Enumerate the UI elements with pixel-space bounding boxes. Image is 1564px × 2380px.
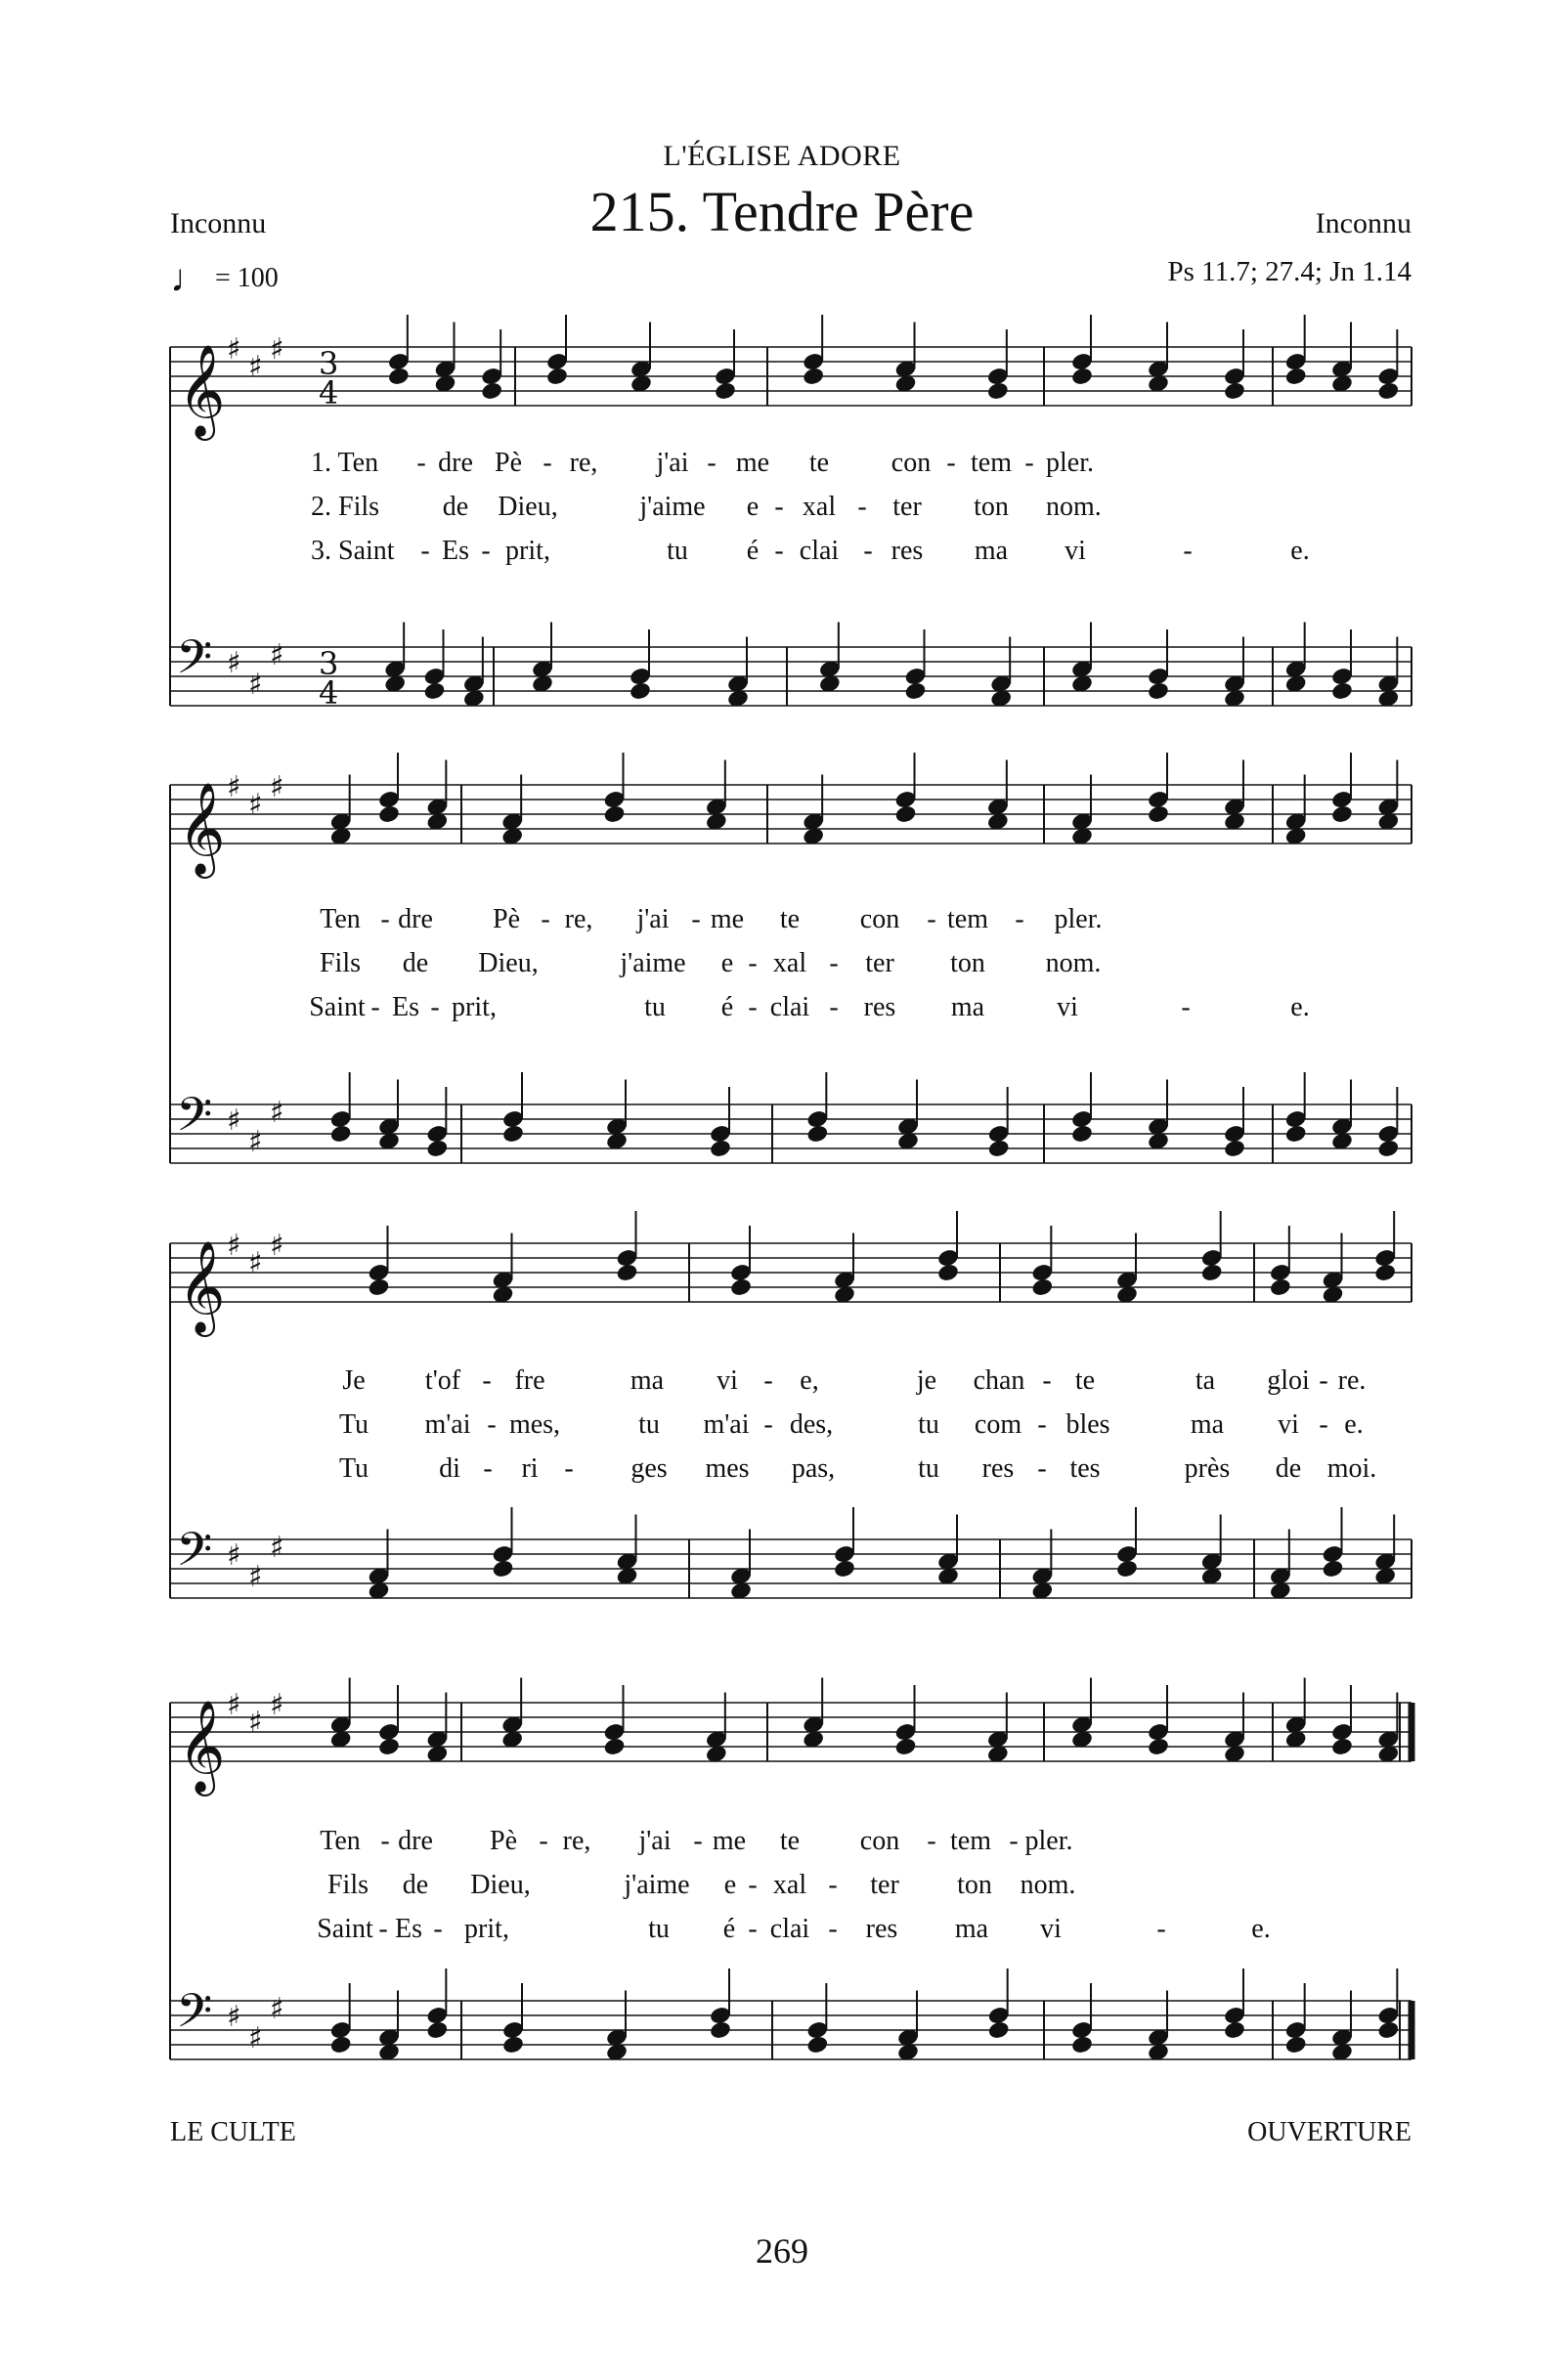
note-head: [1284, 1124, 1308, 1145]
note-head: [1223, 1139, 1246, 1159]
note-head: [1322, 1559, 1345, 1579]
treble-clef-icon: 𝄞: [178, 1700, 226, 1793]
note-head: [1147, 681, 1170, 702]
sharp-icon: ♯: [227, 1688, 241, 1722]
note-head: [1030, 1277, 1054, 1298]
note-head: [492, 1559, 515, 1579]
bass-clef-icon: 𝄢: [176, 629, 213, 696]
note-head: [377, 804, 401, 825]
note-head: [1376, 1139, 1400, 1159]
note-head: [329, 2035, 353, 2055]
note-head: [894, 1737, 918, 1757]
note-head: [936, 1263, 960, 1283]
sharp-icon: ♯: [227, 2000, 241, 2034]
scripture-references: Ps 11.7; 27.4; Jn 1.14: [1167, 256, 1412, 287]
sharp-icon: ♯: [227, 1538, 241, 1573]
treble-clef-icon: 𝄞: [178, 782, 226, 875]
note-head: [894, 804, 918, 825]
note-head: [377, 1737, 401, 1757]
note-head: [1115, 1559, 1139, 1579]
note-head: [603, 1737, 627, 1757]
time-signature-numerator: 3: [319, 645, 339, 682]
note-head: [986, 381, 1010, 402]
sharp-icon: ♯: [227, 646, 241, 680]
note-head: [1223, 381, 1246, 402]
note-head: [729, 1277, 753, 1298]
note-head: [802, 367, 825, 387]
sharp-icon: ♯: [248, 1560, 263, 1594]
sharp-icon: ♯: [248, 350, 263, 384]
tempo-value: = 100: [215, 263, 279, 293]
note-head: [501, 1124, 525, 1145]
sharp-icon: ♯: [270, 1229, 284, 1263]
note-head: [987, 2020, 1011, 2041]
sharp-icon: ♯: [227, 332, 241, 367]
note-head: [329, 1124, 353, 1145]
bass-clef-icon: 𝄢: [176, 1087, 213, 1153]
footer-category: LE CULTE: [170, 2117, 296, 2147]
note-head: [1376, 381, 1400, 402]
note-head: [1284, 2035, 1308, 2055]
sharp-icon: ♯: [227, 770, 241, 804]
note-head: [987, 1139, 1011, 1159]
page-number: 269: [756, 2231, 808, 2271]
author-credit: Inconnu: [1315, 207, 1412, 239]
note-head: [616, 1263, 639, 1283]
treble-clef-icon: 𝄞: [178, 344, 226, 437]
sharp-icon: ♯: [248, 668, 263, 702]
bass-clef-icon: 𝄢: [176, 1983, 213, 2050]
note-head: [501, 2035, 525, 2055]
sharp-icon: ♯: [270, 332, 284, 367]
note-head: [480, 381, 503, 402]
note-head: [1376, 2020, 1400, 2041]
note-head: [1330, 804, 1354, 825]
note-head: [1330, 1737, 1354, 1757]
note-head: [1284, 367, 1308, 387]
footer-subcategory: OUVERTURE: [1247, 2117, 1412, 2147]
section-heading: L'ÉGLISE ADORE: [663, 140, 901, 172]
sharp-icon: ♯: [248, 2021, 263, 2055]
note-head: [833, 1559, 856, 1579]
note-head: [1147, 804, 1170, 825]
bass-clef-icon: 𝄢: [176, 1522, 213, 1588]
note-head: [368, 1277, 391, 1298]
hymn-title: 215. Tendre Père: [589, 180, 975, 243]
note-head: [1223, 2020, 1246, 2041]
note-head: [1200, 1263, 1224, 1283]
note-head: [1147, 1737, 1170, 1757]
composer-credit: Inconnu: [170, 207, 267, 239]
time-signature-denominator: 4: [319, 674, 339, 712]
sharp-icon: ♯: [248, 1706, 263, 1740]
sharp-icon: ♯: [248, 1246, 263, 1280]
note-head: [629, 681, 652, 702]
note-head: [1330, 681, 1354, 702]
sharp-icon: ♯: [270, 1992, 284, 2026]
note-head: [603, 804, 627, 825]
note-head: [425, 1139, 449, 1159]
note-head: [1070, 1124, 1094, 1145]
sharp-icon: ♯: [227, 1229, 241, 1263]
note-head: [1070, 367, 1094, 387]
sharp-icon: ♯: [248, 788, 263, 822]
note-head: [1070, 2035, 1094, 2055]
note-head: [805, 1124, 829, 1145]
quarter-note-icon: ♩: [170, 256, 209, 300]
sharp-icon: ♯: [270, 770, 284, 804]
note-head: [545, 367, 569, 387]
time-signature-denominator: 4: [319, 374, 339, 411]
sharp-icon: ♯: [270, 1096, 284, 1130]
note-head: [904, 681, 928, 702]
note-head: [423, 681, 447, 702]
sharp-icon: ♯: [248, 1125, 263, 1159]
note-head: [387, 367, 411, 387]
sharp-icon: ♯: [270, 1531, 284, 1565]
note-head: [1373, 1263, 1397, 1283]
note-head: [709, 2020, 732, 2041]
note-head: [805, 2035, 829, 2055]
treble-clef-icon: 𝄞: [178, 1240, 226, 1333]
sharp-icon: ♯: [270, 1688, 284, 1722]
sharp-icon: ♯: [227, 1103, 241, 1138]
sharp-icon: ♯: [270, 638, 284, 672]
note-head: [425, 2020, 449, 2041]
time-signature-numerator: 3: [319, 345, 339, 382]
note-head: [714, 381, 737, 402]
note-head: [709, 1139, 732, 1159]
note-head: [1269, 1277, 1292, 1298]
